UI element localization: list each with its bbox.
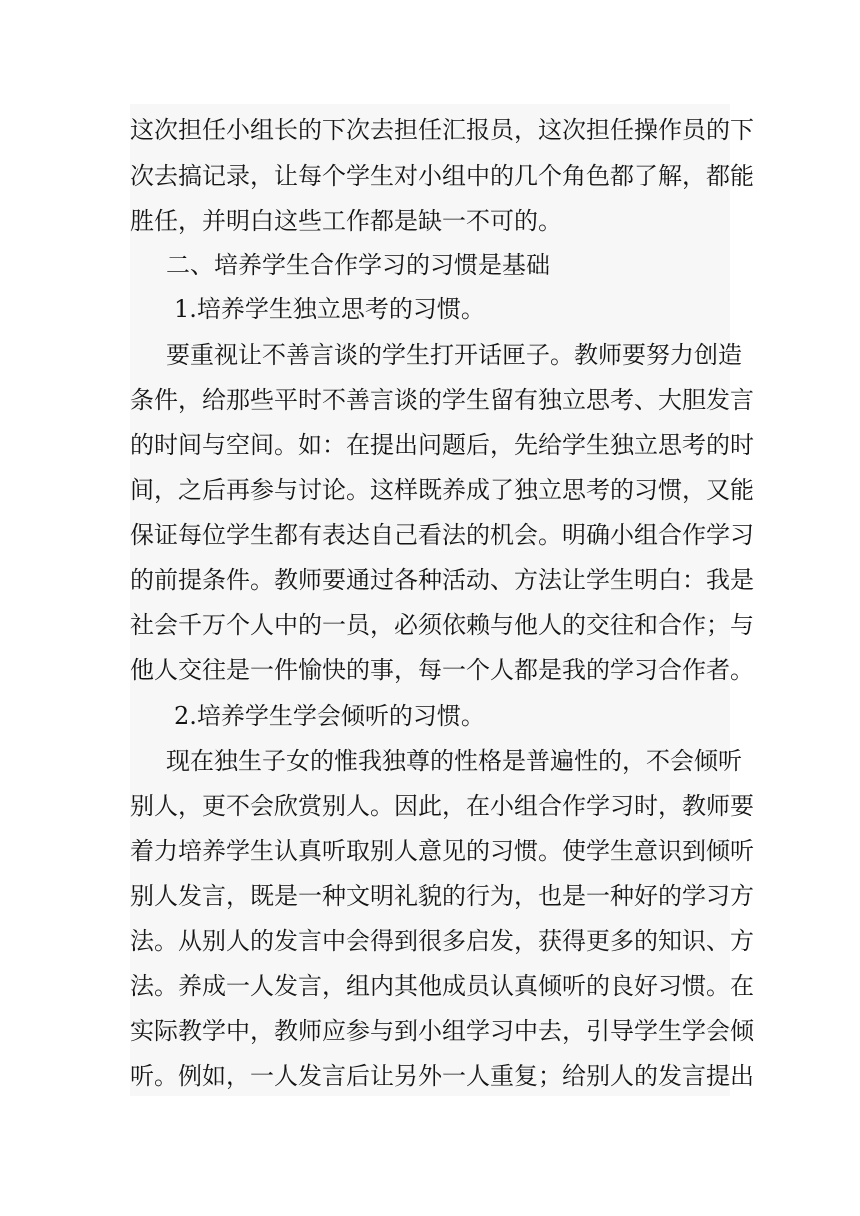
body-line: 次去搞记录，让每个学生对小组中的几个角色都了解，都能 (130, 162, 754, 190)
body-line: 胜任，并明白这些工作都是缺一不可的。 (130, 207, 562, 235)
subsection-heading: 1.培养学生独立思考的习惯。 (174, 295, 485, 323)
subsection-heading: 2.培养学生学会倾听的习惯。 (174, 702, 485, 730)
body-line: 间，之后再参与讨论。这样既养成了独立思考的习惯，又能 (130, 476, 754, 504)
body-line: 他人交往是一件愉快的事，每一个人都是我的学习合作者。 (130, 656, 754, 684)
body-line: 听。例如，一人发言后让另外一人重复；给别人的发言提出 (130, 1062, 754, 1090)
body-line: 现在独生子女的惟我独尊的性格是普遍性的，不会倾听 (166, 747, 742, 775)
body-line: 保证每位学生都有表达自己看法的机会。明确小组合作学习 (130, 521, 754, 549)
body-line: 别人发言，既是一种文明礼貌的行为，也是一种好的学习方 (130, 882, 754, 910)
body-line: 实际教学中，教师应参与到小组学习中去，引导学生学会倾 (130, 1017, 754, 1045)
body-line: 的前提条件。教师要通过各种活动、方法让学生明白：我是 (130, 566, 754, 594)
body-line: 别人，更不会欣赏别人。因此，在小组合作学习时，教师要 (130, 792, 754, 820)
body-line: 条件，给那些平时不善言谈的学生留有独立思考、大胆发言 (130, 386, 754, 414)
body-line: 着力培养学生认真听取别人意见的习惯。使学生意识到倾听 (130, 837, 754, 865)
body-line: 这次担任小组长的下次去担任汇报员，这次担任操作员的下 (130, 116, 754, 144)
body-line: 的时间与空间。如：在提出问题后，先给学生独立思考的时 (130, 431, 754, 459)
body-line: 要重视让不善言谈的学生打开话匣子。教师要努力创造 (166, 341, 742, 369)
body-line: 法。养成一人发言，组内其他成员认真倾听的良好习惯。在 (130, 972, 754, 1000)
document-text-block (130, 104, 754, 1096)
section-heading: 二、培养学生合作学习的习惯是基础 (166, 251, 550, 279)
body-line: 法。从别人的发言中会得到很多启发，获得更多的知识、方 (130, 927, 754, 955)
body-line: 社会千万个人中的一员，必须依赖与他人的交往和合作；与 (130, 611, 754, 639)
